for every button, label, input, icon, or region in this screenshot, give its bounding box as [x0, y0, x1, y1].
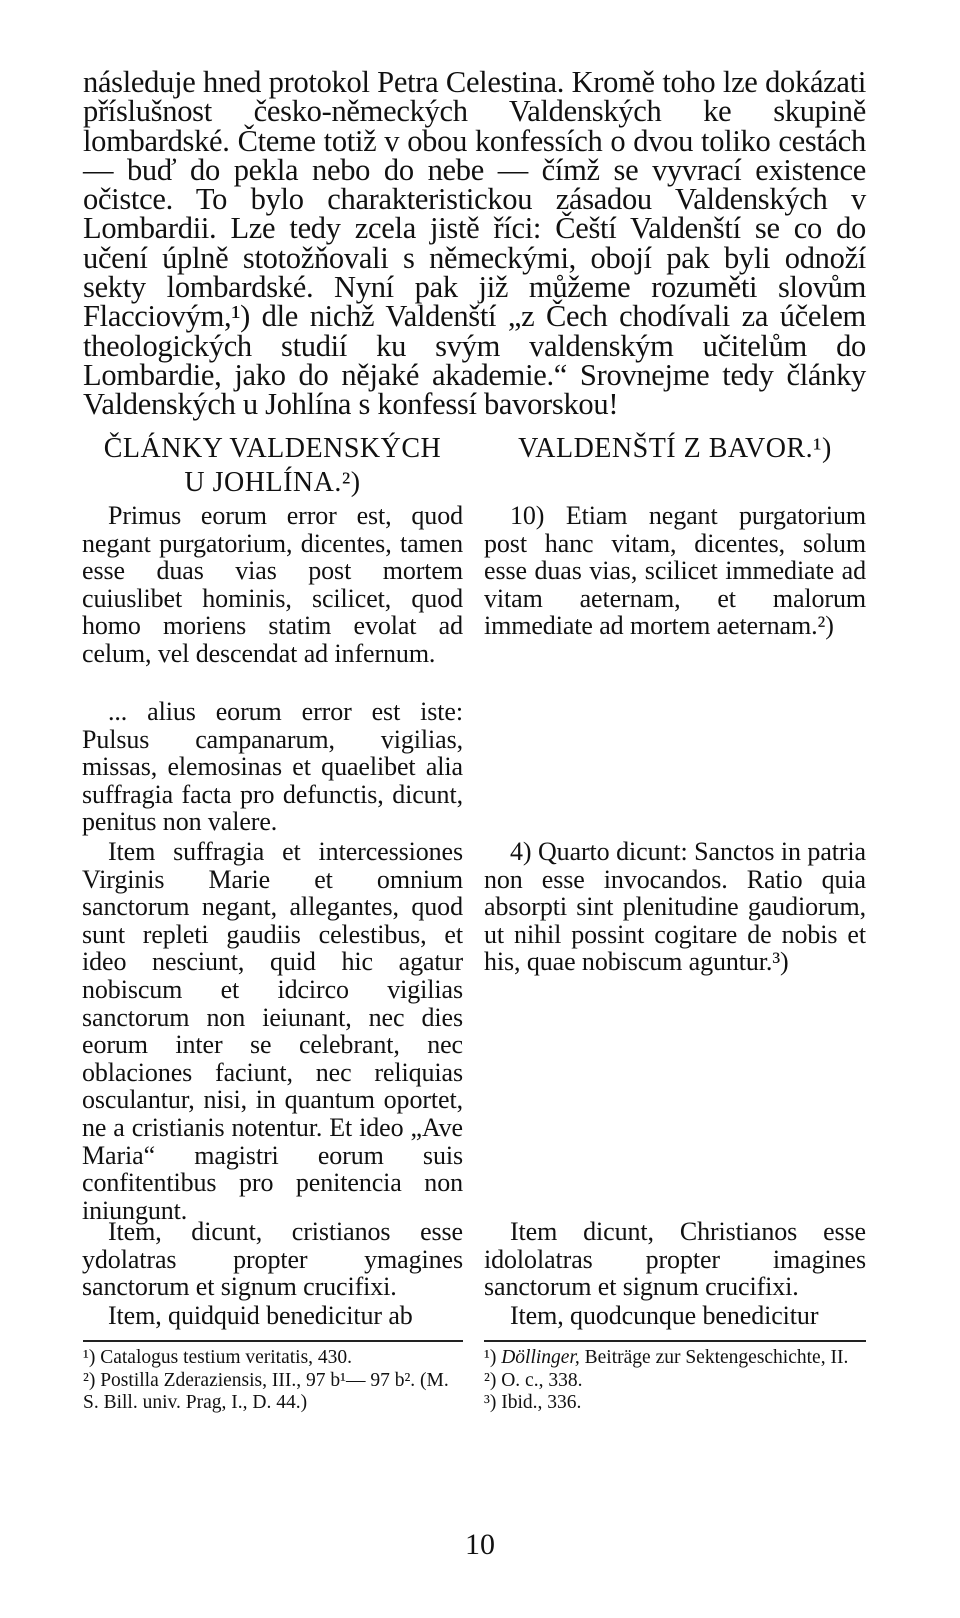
right-block-1	[484, 502, 866, 640]
right-paragraph-4: Item, quodcunque benedicitur	[510, 1301, 819, 1330]
right-column-heading	[484, 432, 866, 466]
right-footnote-1-mark: ¹)	[484, 1347, 502, 1368]
left-block-1	[82, 502, 463, 668]
right-paragraph-2: 4) Quarto dicunt: Sanctos in patria non esse invocandos. Ratio quia absorpti sint plenitudine gaudiorum, ut nihil possint cogitare de nobis et his, quae nobiscum aguntur.³)	[484, 837, 866, 977]
page-number: 10	[465, 1528, 495, 1561]
right-paragraph-1: 10) Etiam negant purgatorium post hanc vitam, dicentes, solum esse duas vias, scilicet immediate ad vitam aeternam, et malorum immediate ad mortem aeternam.²)	[484, 501, 866, 641]
right-paragraph-3: Item dicunt, Christianos esse idololatras propter imagines sanctorum et signum crucifixi.	[484, 1217, 866, 1302]
right-footnote-divider	[484, 1340, 866, 1342]
left-footnote-divider	[83, 1340, 463, 1342]
intro-paragraph	[83, 65, 866, 422]
left-footnote-1: ¹) Catalogus testium veritatis, 430.	[83, 1347, 353, 1368]
left-paragraph-4: Item, dicunt, cristianos esse ydolatras propter ymagines sanctorum et signum crucifixi.	[82, 1217, 463, 1302]
right-footnote-2: ²) O. c., 338.	[484, 1369, 583, 1391]
left-heading-line1: ČLÁNKY VALDENSKÝCH	[103, 433, 442, 464]
right-heading-line1: VALDENŠTÍ Z BAVOR.¹)	[518, 433, 832, 464]
left-block-3	[82, 838, 463, 1224]
left-footnotes	[83, 1347, 463, 1415]
right-footnote-1-rest: Beiträge zur Sektengeschichte, II.	[579, 1347, 849, 1368]
right-footnote-1	[484, 1347, 866, 1370]
right-footnote-3: ³) Ibid., 336.	[484, 1392, 582, 1413]
right-block-4	[484, 1302, 866, 1330]
right-footnote-1-author: Döllinger,	[501, 1347, 580, 1368]
right-block-2	[484, 838, 866, 976]
left-paragraph-5: Item, quidquid benedicitur ab	[108, 1301, 413, 1330]
left-block-5	[82, 1302, 463, 1330]
left-footnote-2: ²) Postilla Zderaziensis, III., 97 b¹— 97 b². (M. S. Bill. univ. Prag, I., D. 44.)	[83, 1369, 449, 1413]
left-column-johlin	[82, 432, 463, 1330]
left-paragraph-3: Item suffragia et intercessiones Virginis Marie et omnium sanctorum negant, allegantes, quod sunt repleti gaudiis celestibus, et ideo nesciunt, quid hic agatur nobiscum et idcirco vigilias sanctorum non ieiunant, nec dies eorum inter se celebrant, nec oblaciones faciunt, nec reliquias osculantur, nisi, in quantum oportet, ne a cristianis notentur. Et ideo „Ave Maria“ magistri eorum suis confitentibus pro penitencia non iniungunt.	[82, 837, 463, 1225]
left-column-heading	[82, 432, 463, 500]
right-footnotes	[484, 1347, 866, 1415]
left-paragraph-2: ... alius eorum error est iste: Pulsus campanarum, vigilias, missas, elemosinas et quaelibet alia suffragia facta pro defunctis, dicunt, penitus non valere.	[82, 697, 463, 837]
left-block-4	[82, 1218, 463, 1301]
right-block-3	[484, 1218, 866, 1301]
right-column-bavaria	[484, 432, 866, 1330]
left-block-2	[82, 698, 463, 836]
intro-text: následuje hned protokol Petra Celestina. Kromě toho lze dokázati příslušnost česko-německých Valdenských ke skupině lombardské. Čteme totiž v obou konfessích o dvou toliko cestách — buď do pekla nebo do nebe — čímž se vyvrací existence očistce. To bylo charakteristickou zásadou Valdenských v Lombardii. Lze tedy zcela jistě říci: Čeští Valdenští se co do učení úplně stotožňovali s německými, obojí pak byli odnoží sekty lombardské. Nyní pak již můžeme rozuměti slovům Flacciovým,¹) dle nichž Valdenští „z Čech chodívali za účelem theologických studií ku svým valdenským učitelům do Lombardie, jako do nějaké akademie.“ Srovnejme tedy články Valdenských u Johlína s konfessí bavorskou!	[83, 65, 866, 422]
left-heading-line2: U JOHLÍNA.²)	[184, 467, 361, 498]
left-paragraph-1: Primus eorum error est, quod negant purgatorium, dicentes, tamen esse duas vias post mortem cuiuslibet hominis, scilicet, quod homo moriens statim evolat ad celum, vel descendat ad infernum.	[82, 501, 463, 668]
